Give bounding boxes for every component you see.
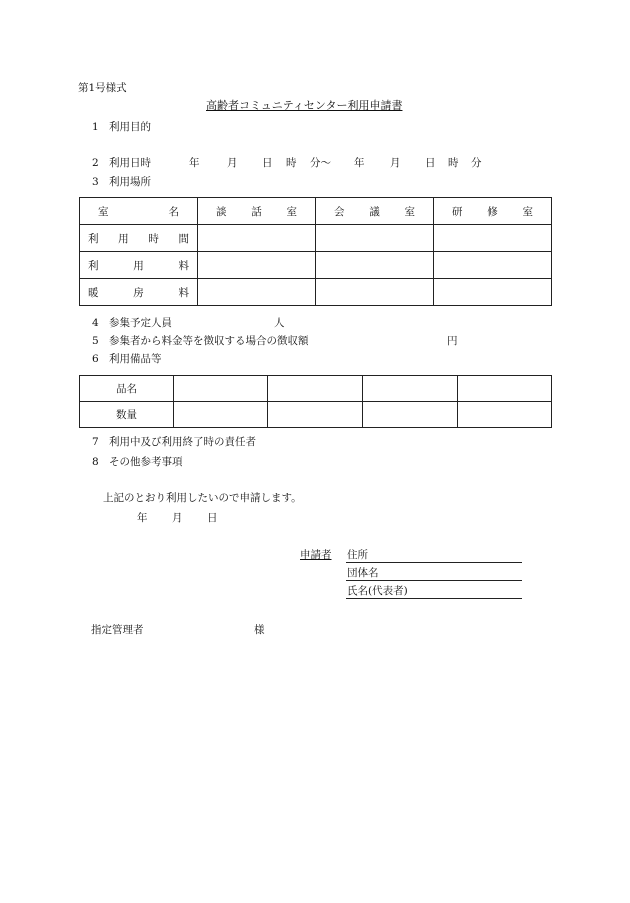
cell-quantity-1[interactable] [174, 402, 268, 428]
start-month-label: 月 [227, 157, 238, 169]
section-1-label: 利用目的 [109, 121, 151, 133]
section-7-label: 利用中及び利用終了時の責任者 [109, 436, 256, 448]
applicant-name-label: 氏名(代表者) [347, 585, 408, 597]
cell-item-name-4[interactable] [458, 376, 552, 402]
section-6-number: 6 [92, 353, 99, 365]
room-header-kaigi: 会 議 室 [316, 198, 434, 225]
addressee-label: 指定管理者 [91, 624, 144, 636]
row-label-usage-time: 利 用 時 間 [80, 225, 198, 252]
room-table-header-row [80, 198, 552, 225]
cell-heating-fee-kenshu[interactable] [434, 279, 552, 306]
applicant-address-label: 住所 [347, 549, 368, 561]
equipment-table [79, 375, 552, 428]
date-year-label: 年 [137, 512, 148, 524]
section-3-label: 利用場所 [109, 176, 151, 188]
page-title: 高齢者コミュニティセンター利用申請書 [206, 99, 403, 112]
start-hour-label: 時 [286, 157, 297, 169]
end-year-label: 年 [354, 157, 365, 169]
row-label-heating-fee: 暖 房 料 [80, 279, 198, 306]
section-2-number: 2 [92, 157, 99, 169]
date-month-label: 月 [172, 512, 183, 524]
cell-heating-fee-danwa[interactable] [198, 279, 316, 306]
declaration-text: 上記のとおり利用したいので申請します。 [103, 492, 302, 504]
section-8-number: 8 [92, 456, 99, 468]
row-label-quantity: 数量 [80, 402, 174, 428]
end-month-label: 月 [390, 157, 401, 169]
section-3-number: 3 [92, 176, 99, 188]
table-row [80, 402, 552, 428]
cell-quantity-2[interactable] [268, 402, 363, 428]
cell-quantity-4[interactable] [458, 402, 552, 428]
start-minute-label: 分〜 [310, 157, 331, 169]
attendees-unit: 人 [274, 317, 285, 329]
start-day-label: 日 [262, 157, 273, 169]
cell-heating-fee-kaigi[interactable] [316, 279, 434, 306]
table-row [80, 376, 552, 402]
name-line[interactable] [346, 598, 522, 599]
room-header-kenshu: 研 修 室 [434, 198, 552, 225]
section-5-number: 5 [92, 335, 99, 347]
applicant-group-label: 団体名 [347, 567, 379, 579]
section-8-label: その他参考事項 [109, 456, 183, 468]
section-5-label: 参集者から料金等を徴収する場合の徴収額 [109, 335, 309, 347]
room-name-header: 室 名 [80, 198, 198, 225]
fee-unit: 円 [447, 335, 458, 347]
section-4-label: 参集予定人員 [109, 317, 172, 329]
addressee-honorific: 様 [254, 624, 265, 636]
cell-usage-fee-kaigi[interactable] [316, 252, 434, 279]
end-day-label: 日 [425, 157, 436, 169]
end-hour-label: 時 [448, 157, 459, 169]
cell-usage-time-kaigi[interactable] [316, 225, 434, 252]
room-header-danwa: 談 話 室 [198, 198, 316, 225]
applicant-heading: 申請者 [300, 549, 332, 561]
row-label-item-name: 品名 [80, 376, 174, 402]
table-row [80, 252, 552, 279]
cell-item-name-1[interactable] [174, 376, 268, 402]
cell-item-name-3[interactable] [363, 376, 458, 402]
end-minute-label: 分 [471, 157, 482, 169]
form-number: 第1号様式 [78, 82, 127, 94]
date-day-label: 日 [207, 512, 218, 524]
section-7-number: 7 [92, 436, 99, 448]
section-6-label: 利用備品等 [109, 353, 162, 365]
table-row [80, 225, 552, 252]
cell-quantity-3[interactable] [363, 402, 458, 428]
cell-item-name-2[interactable] [268, 376, 363, 402]
cell-usage-fee-danwa[interactable] [198, 252, 316, 279]
group-line[interactable] [346, 580, 522, 581]
section-2-label: 利用日時 [109, 157, 151, 169]
cell-usage-fee-kenshu[interactable] [434, 252, 552, 279]
table-row [80, 279, 552, 306]
row-label-usage-fee: 利 用 料 [80, 252, 198, 279]
cell-usage-time-kenshu[interactable] [434, 225, 552, 252]
room-table [79, 197, 552, 306]
start-year-label: 年 [189, 157, 200, 169]
address-line[interactable] [346, 562, 522, 563]
section-1-number: 1 [92, 121, 99, 133]
cell-usage-time-danwa[interactable] [198, 225, 316, 252]
section-4-number: 4 [92, 317, 99, 329]
